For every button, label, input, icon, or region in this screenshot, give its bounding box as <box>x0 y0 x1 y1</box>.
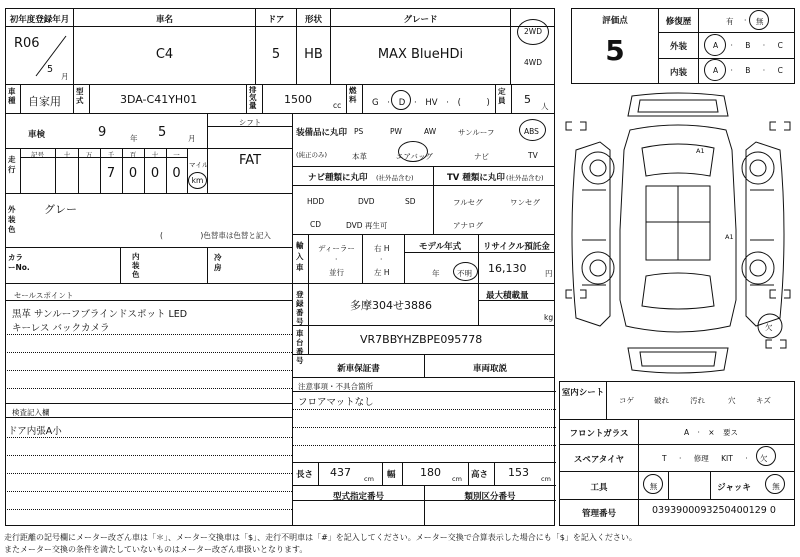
first-reg-month-unit: 月 <box>61 72 69 81</box>
recycle-label: リサイクル預託金 <box>483 242 550 252</box>
notes-value: フロアマットなし <box>298 397 374 408</box>
mileage-digit-5: 0 <box>172 166 181 181</box>
digit-label-5: 一 <box>173 151 180 159</box>
mileage-digit-3: 0 <box>128 166 138 181</box>
mgmt-value: 0393900093250400129 0 <box>652 505 776 516</box>
sales-label: セールスポイント <box>14 291 74 300</box>
inspector-label: 検査記入欄 <box>12 408 50 417</box>
exterior-color: グレー <box>44 203 77 216</box>
type-designation-label: 型式指定番号 <box>332 492 384 502</box>
navi-dvd: DVD <box>358 197 375 206</box>
import-label: 輸入車 <box>296 241 304 272</box>
repair-no-circle <box>749 10 769 30</box>
tv-analog: アナログ <box>453 221 483 230</box>
model: 3DA-C41YH01 <box>120 93 198 106</box>
recycle-value: 16,130 <box>488 262 527 275</box>
exterior-color-label: 外装色 <box>8 205 16 234</box>
import-right-h: 右 H <box>374 244 390 253</box>
height-value: 153 <box>508 466 529 479</box>
length-label: 長さ <box>296 470 314 480</box>
doors: 5 <box>271 47 281 62</box>
navi-label: ナビ種類に丸印 <box>308 173 368 183</box>
displacement-label: 排気量 <box>249 86 257 110</box>
shift: FAT <box>238 153 262 168</box>
registration-label: 登録番号 <box>296 290 304 326</box>
equip-ps: PS <box>354 127 364 136</box>
repair-no: 無 <box>756 17 764 26</box>
fuel-label: 燃料 <box>349 86 357 104</box>
mgmt-label: 管理番号 <box>581 509 616 519</box>
navi-sd: SD <box>405 197 416 206</box>
cc-unit: cc <box>333 101 342 110</box>
fuel-diesel-circle <box>391 90 411 110</box>
width-value: 180 <box>420 466 441 479</box>
cooler-label: 冷房 <box>214 253 222 272</box>
inspection-month: 5 <box>158 125 167 140</box>
mileage-digit-2: 7 <box>106 166 116 181</box>
capacity: 5 <box>524 93 531 106</box>
exterior-label: 外装 <box>669 42 687 52</box>
unknown-circle <box>453 262 478 281</box>
seat-scratch: キズ <box>756 396 771 405</box>
person-unit: 人 <box>541 102 549 111</box>
tv-sub: (社外品含む) <box>506 174 544 182</box>
import-left-h: 左 H <box>374 268 390 277</box>
equip-pw: PW <box>390 127 402 136</box>
navi-hdd: HDD <box>307 197 325 206</box>
car-damage-diagram <box>560 90 796 380</box>
fuel-options: G · D · HV · ( ) <box>372 98 490 108</box>
auction-sheet: 初年度登録年月 R06 5 月 車名 C4 ドア 5 形状 HB グレード MAX BlueHDi 2WD 4WD 車種 自家用 型式 3DA-C41YH01 排気量 1500 cc 燃料 G · D · HV · ( ) 定員 5 人 車検 9 年 5 月 シフト FAT 走行 記号 十 万 千 百 十 一 7 0 0 0 マイル km 外装色 グレー ( )色替車は色替と記入 カラーNo. 内装色 冷房 装備品に丸印 (純正のみ) PS PW AW サンルーフ ABS 本革 エアバッグ ナビ TV ナビ種類に丸印 (社外品含む) TV 種類に丸印 (社外品含む) HDD DVD SD CD DVD 再生可 フルセグ ワンセグ アナログ 輸入車 ディーラー · 並行 右 H · 左 H モデル年式 年 不明 リサイクル預託金 16,130 円 セールスポイント 黒革 サンルーフブラインドスポット LED キーレス バックカメラ 検査記入欄 ドア内張A小 登録番号 多摩304せ3886 最大積載量 kg 車台番号 VR7BBYHZBPE095778 新車保証書 車両取説 注意事項・不具合箇所 フロアマットなし 長さ 437 cm 幅 180 cm 高さ 153 cm 型式指定番号 類別区分番号 評価点 5 修復歴 有 · 無 外装 A · B · C 内装 A · B · C A1 A1 欠 室内シート コゲ 破れ 汚れ 穴 キズ フロントガラス A · × 要ス スペアタイヤ T · 修理 KIT · 欠 工具 無 ジャッキ 無 管理番号 0393900093250400129 0 走行距離の記号欄にメーター改ざん車は「＊」、メーター交換車は「$」、走行不明車は「#」を記入してください。メーター交換で合算表示した場合にも「$」を記入ください。 またメーター交換の条件を満たしていないものはメーター改ざん車扱いとなります。 <box>0 0 800 557</box>
model-year-unit: 年 <box>432 269 440 278</box>
chassis-value: VR7BBYHZBPE095778 <box>360 333 483 346</box>
digit-label-4: 十 <box>151 151 159 159</box>
exterior-grades: A · B · C <box>713 41 783 50</box>
import-dealer: ディーラー <box>318 244 355 253</box>
mileage-label: 走行 <box>8 155 16 174</box>
color-no-label: カラーNo. <box>8 253 30 272</box>
glass-value: A · × 要ス <box>684 428 738 437</box>
equipment-label: 装備品に丸印 <box>296 128 348 138</box>
footer-line1: 走行距離の記号欄にメーター改ざん車は「＊」、メーター交換車は「$」、走行不明車は「#」を記入してください。メーター交換で合算表示した場合にも「$」を記入ください。 <box>4 533 637 542</box>
mileage-digit-4: 0 <box>150 166 160 181</box>
equip-tv: TV <box>528 151 538 160</box>
equip-abs: ABS <box>524 127 539 136</box>
score-value: 5 <box>605 34 625 67</box>
model-label: 型式 <box>76 87 84 105</box>
category-label: 車種 <box>8 87 16 105</box>
airbag-circle <box>398 141 428 162</box>
interior-color-label: 内装色 <box>132 252 140 279</box>
displacement: 1500 <box>284 93 312 106</box>
tv-oneseg: ワンセグ <box>510 198 540 207</box>
height-unit: cm <box>541 475 551 483</box>
capacity-label: 定員 <box>498 87 506 105</box>
width-unit: cm <box>452 475 462 483</box>
tv-label: TV 種類に丸印 <box>447 173 505 183</box>
yen-unit: 円 <box>545 269 553 278</box>
import-parallel: 並行 <box>329 268 344 277</box>
kg-unit: kg <box>544 313 554 322</box>
exterior-a-circle <box>704 34 726 56</box>
navi-sub: (社外品含む) <box>376 174 414 182</box>
drive-4wd: 4WD <box>524 58 542 67</box>
grade: MAX BlueHDi <box>377 47 464 62</box>
jack-value: 無 <box>772 482 780 491</box>
class-label: 類別区分番号 <box>464 492 516 502</box>
interior-grades: A · B · C <box>713 66 783 75</box>
interior-label: 内装 <box>669 68 687 78</box>
repair-label: 修復歴 <box>665 17 692 27</box>
glass-label: フロントガラス <box>569 429 629 439</box>
jack-none-circle <box>765 474 785 494</box>
seat-burn: コゲ <box>619 396 634 405</box>
max-load-label: 最大積載量 <box>486 291 529 301</box>
notes-label: 注意事項・不具合箇所 <box>298 382 373 391</box>
seat-dirt: 汚れ <box>690 396 705 405</box>
length-value: 437 <box>330 466 351 479</box>
equip-leather: 本革 <box>352 152 367 161</box>
digit-label-3: 百 <box>129 151 137 159</box>
inspection-month-unit: 月 <box>188 134 196 143</box>
chassis-label: 車台番号 <box>296 329 304 365</box>
jack-label: ジャッキ <box>717 483 751 493</box>
model-year-label: モデル年式 <box>419 242 462 252</box>
length-unit: cm <box>364 475 374 483</box>
grade-label: グレード <box>403 15 438 25</box>
inspection-year: 9 <box>98 125 107 140</box>
digit-label-2: 千 <box>107 151 115 159</box>
spare-missing-circle <box>756 446 776 466</box>
model-year-unknown: 不明 <box>457 269 472 278</box>
car-name-label: 車名 <box>155 15 173 25</box>
footer-line2: またメーター交換の条件を満たしていないものはメーター改ざん車扱いとなります。 <box>4 545 308 554</box>
spare-value: T · 修理 KIT · 欠 <box>662 454 768 463</box>
digit-label-0: 十 <box>63 151 71 159</box>
damage-a1-side: A1 <box>725 233 734 241</box>
inspector-value: ドア内張A小 <box>8 426 62 437</box>
inspection-year-unit: 年 <box>130 134 138 143</box>
equip-sunroof: サンルーフ <box>458 128 495 137</box>
km-label: km <box>191 176 204 185</box>
abs-circle <box>519 119 546 141</box>
shape: HB <box>304 47 323 62</box>
navi-dvd-play: DVD 再生可 <box>346 221 388 230</box>
category: 自家用 <box>28 95 61 108</box>
repair-yes: 有 <box>726 17 734 26</box>
interior-a-circle <box>704 59 726 81</box>
equipment-sub: (純正のみ) <box>296 151 328 159</box>
seat-hole: 穴 <box>728 396 736 405</box>
digit-label-1: 万 <box>85 151 93 159</box>
mile-label: マイル <box>189 161 209 169</box>
sales-line2: キーレス バックカメラ <box>12 323 110 334</box>
width-label: 幅 <box>387 470 396 480</box>
navi-cd: CD <box>310 220 322 229</box>
first-reg-year: R06 <box>14 36 40 51</box>
tools-none-circle <box>643 474 663 494</box>
car-name: C4 <box>155 47 174 62</box>
shift-label: シフト <box>238 118 262 127</box>
score-label: 評価点 <box>602 16 628 26</box>
doors-label: ドア <box>267 15 285 25</box>
equip-airbag: エアバッグ <box>396 152 433 161</box>
first-reg-month: 5 <box>47 64 54 75</box>
tools-label: 工具 <box>590 483 608 493</box>
equip-aw: AW <box>424 127 437 136</box>
warranty-label: 新車保証書 <box>337 364 380 374</box>
drive-2wd: 2WD <box>524 27 542 36</box>
height-label: 高さ <box>471 470 489 480</box>
equip-navi: ナビ <box>474 152 489 161</box>
registration-value: 多摩304せ3886 <box>350 299 432 312</box>
damage-a1-top: A1 <box>696 147 705 155</box>
tools-value: 無 <box>649 482 658 491</box>
inspection-label: 車検 <box>28 130 46 140</box>
tv-fullseg: フルセグ <box>453 198 483 207</box>
sales-line1: 黒革 サンルーフブラインドスポット LED <box>12 309 188 320</box>
first-reg-label: 初年度登録年月 <box>9 15 70 25</box>
seat-label: 室内シート <box>561 388 605 398</box>
spare-label: スペアタイヤ <box>573 455 625 465</box>
shape-label: 形状 <box>304 15 322 25</box>
damage-missing: 欠 <box>765 323 773 332</box>
seat-tear: 破れ <box>654 396 669 405</box>
mileage-symbol-label: 記号 <box>31 151 44 159</box>
exterior-color-note: ( )色替車は色替と記入 <box>160 231 271 240</box>
manual-label: 車両取説 <box>472 364 507 374</box>
